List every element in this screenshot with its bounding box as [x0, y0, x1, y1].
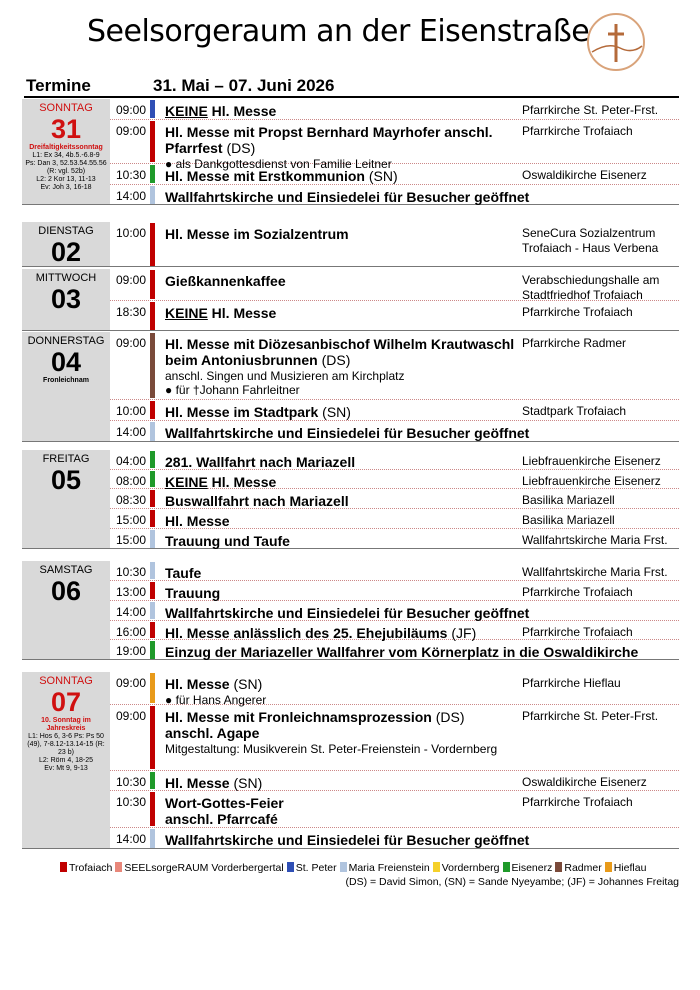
reading-line: Ev: Mt 9, 9-13	[44, 765, 88, 772]
day-name: DONNERSTAG	[27, 335, 105, 347]
day-column	[22, 672, 110, 848]
parish-color-bar	[150, 602, 155, 619]
event-row	[110, 640, 679, 660]
celebrant-code: (SN)	[229, 775, 263, 791]
event-title-text: Hl. Messe	[165, 676, 230, 692]
legend-label: Trofaiach	[69, 862, 113, 874]
event-title	[165, 709, 520, 741]
celebrant-code: (DS)	[431, 709, 465, 725]
legend-swatch	[60, 862, 67, 872]
event-title-text: Hl. Messe mit Erstkommunion	[165, 168, 365, 184]
event-location: Pfarrkirche Radmer	[522, 336, 627, 350]
event-title	[165, 124, 520, 156]
event-row	[110, 621, 679, 640]
event-title	[165, 474, 520, 490]
event-time: 10:30	[116, 565, 147, 579]
day-column	[22, 561, 110, 659]
event-location: Pfarrkirche Trofaiach	[522, 585, 633, 599]
parish-color-bar	[150, 829, 155, 848]
event-time: 10:30	[116, 775, 147, 789]
day-number: 31	[50, 114, 82, 144]
parish-color-bar	[150, 270, 155, 299]
celebrant-code: (JF)	[447, 625, 477, 641]
page-title: Seelsorgeraum an der Eisenstraße	[87, 14, 590, 49]
reading-line: L2: 2 Kor 13, 11-13	[36, 176, 96, 183]
parish-color-bar	[150, 706, 155, 769]
celebrant-code: (SN)	[229, 676, 263, 692]
day-number: 02	[50, 237, 82, 267]
day-number: 04	[50, 347, 82, 377]
legend-item	[340, 862, 430, 874]
day-name: MITTWOCH	[35, 272, 97, 284]
event-row	[110, 269, 679, 301]
legend-item	[555, 862, 601, 874]
parish-color-bar	[150, 401, 155, 419]
day-block	[22, 269, 679, 331]
event-row	[110, 489, 679, 509]
event-title	[165, 644, 665, 660]
day-name: SONNTAG	[39, 675, 93, 687]
event-time: 09:00	[116, 103, 147, 117]
event-note: anschl. Singen und Musizieren am Kirchplatz	[165, 369, 405, 383]
event-location: Stadtpark Trofaiach	[522, 404, 627, 418]
event-row	[110, 705, 679, 771]
event-time: 04:00	[116, 454, 147, 468]
event-note: Mitgestaltung: Musikverein St. Peter-Freienstein - Vordernberg	[165, 742, 498, 756]
event-time: 13:00	[116, 585, 147, 599]
parish-color-bar	[150, 223, 155, 266]
event-title	[165, 832, 665, 848]
schedule-header	[24, 76, 679, 98]
parish-color-bar	[150, 510, 155, 527]
event-time: 09:00	[116, 124, 147, 138]
event-time: 14:00	[116, 425, 147, 439]
day-number: 07	[50, 687, 82, 717]
event-title-line2: anschl. Agape	[165, 725, 260, 741]
day-block	[22, 332, 679, 442]
event-title	[165, 565, 520, 581]
celebrant-code: (DS)	[317, 352, 351, 368]
cancel-marker: KEINE	[165, 305, 208, 321]
event-title	[165, 168, 520, 184]
event-time: 14:00	[116, 189, 147, 203]
feast-name: Fronleichnam	[43, 377, 89, 384]
event-time: 09:00	[116, 336, 147, 350]
event-title	[165, 404, 520, 420]
event-time: 14:00	[116, 832, 147, 846]
day-number: 05	[50, 465, 82, 495]
header-label: Termine	[26, 76, 91, 95]
event-title-text: Hl. Messe mit Fronleichnamsprozession	[165, 709, 432, 725]
event-time: 09:00	[116, 676, 147, 690]
celebrant-code: (SN)	[318, 404, 351, 420]
event-row	[110, 450, 679, 470]
event-note: ● für †Johann Fahrleitner	[165, 383, 300, 397]
event-row	[110, 561, 679, 581]
cross-logo-icon	[586, 12, 646, 72]
legend-swatch	[115, 862, 122, 872]
event-location: Pfarrkirche Trofaiach	[522, 305, 633, 319]
event-location: Pfarrkirche Hieflau	[522, 676, 621, 690]
event-row	[110, 99, 679, 120]
legend-item	[503, 862, 553, 874]
event-time: 16:00	[116, 625, 147, 639]
event-title-text: Buswallfahrt nach Mariazell	[165, 493, 349, 509]
event-title-text: Wallfahrtskirche und Einsiedelei für Besucher geöffnet	[165, 425, 530, 441]
event-row	[110, 509, 679, 529]
celebrant-code: (SN)	[364, 168, 398, 184]
event-title	[165, 336, 520, 368]
celebrant-code: (DS)	[222, 140, 256, 156]
event-location: Wallfahrtskirche Maria Frst.	[522, 565, 668, 579]
event-location: Oswaldikirche Eisenerz	[522, 775, 647, 789]
reading-line: Ps: Dan 3, 52.53.54.55.56 (R: vgl. 52b)	[25, 160, 107, 175]
day-name: FREITAG	[42, 453, 90, 465]
event-location: Pfarrkirche St. Peter-Frst.	[522, 709, 659, 723]
event-title	[165, 103, 520, 119]
event-title-text: Hl. Messe im Sozialzentrum	[165, 226, 349, 242]
legend-label: Maria Freienstein	[348, 862, 430, 874]
event-row	[110, 164, 679, 185]
event-time: 15:00	[116, 513, 147, 527]
event-location: Verabschiedungshalle am Stadtfriedhof Trofaiach	[522, 273, 660, 302]
event-row	[110, 529, 679, 549]
event-row	[110, 828, 679, 849]
event-title-text: Trauung und Taufe	[165, 533, 290, 549]
event-row	[110, 771, 679, 791]
event-title	[165, 454, 520, 470]
day-column	[22, 332, 110, 441]
legend-label: Hieflau	[613, 862, 647, 874]
day-block	[22, 99, 679, 205]
event-time: 19:00	[116, 644, 147, 658]
event-title	[165, 676, 520, 692]
event-row	[110, 400, 679, 421]
parish-color-bar	[150, 792, 155, 826]
event-time: 08:00	[116, 474, 147, 488]
parish-color-bar	[150, 673, 155, 703]
day-column	[22, 222, 110, 266]
legend-label: Vordernberg	[441, 862, 500, 874]
event-row	[110, 470, 679, 489]
parish-color-bar	[150, 121, 155, 162]
event-title-text: Einzug der Mariazeller Wallfahrer vom Körnerplatz in die Oswaldikirche	[165, 644, 639, 660]
event-time: 14:00	[116, 605, 147, 619]
event-time: 10:30	[116, 168, 147, 182]
event-row	[110, 332, 679, 400]
reading-line: L1: Hos 6, 3-6 Ps: Ps 50 (49), 7-8.12-13.14-15 (R: 23 b)	[27, 733, 105, 756]
event-title-text: Wort-Gottes-Feier	[165, 795, 284, 811]
event-location: Liebfrauenkirche Eisenerz	[522, 454, 661, 468]
event-row	[110, 120, 679, 171]
event-time: 10:00	[116, 404, 147, 418]
event-row	[110, 185, 679, 205]
day-column	[22, 269, 110, 330]
legend-swatch	[287, 862, 294, 872]
event-location: Basilika Mariazell	[522, 493, 615, 507]
event-title-line2: anschl. Pfarrcafé	[165, 811, 278, 827]
parish-color-bar	[150, 530, 155, 548]
day-block	[22, 450, 679, 549]
event-time: 09:00	[116, 709, 147, 723]
event-title-text: Hl. Messe anlässlich des 25. Ehejubiläums	[165, 625, 448, 641]
event-title-text: Taufe	[165, 565, 202, 581]
legend-swatch	[605, 862, 612, 872]
event-title	[165, 273, 520, 289]
legend-label: SEELsorgeRAUM Vorderbergertal	[124, 862, 284, 874]
event-time: 09:00	[116, 273, 147, 287]
cancel-marker: KEINE	[165, 103, 208, 119]
parish-color-bar	[150, 772, 155, 789]
day-name: DIENSTAG	[38, 225, 94, 237]
event-title	[165, 189, 665, 205]
day-column	[22, 450, 110, 548]
legend-item	[433, 862, 500, 874]
event-note: ● für Hans Angerer	[165, 693, 267, 707]
event-title-text: 281. Wallfahrt nach Mariazell	[165, 454, 356, 470]
event-title-text: Gießkannenkaffee	[165, 273, 286, 289]
parish-color-bar	[150, 100, 155, 118]
event-title-text: Trauung	[165, 585, 221, 601]
event-title	[165, 425, 665, 441]
parish-color-bar	[150, 422, 155, 441]
legend-item	[605, 862, 647, 874]
day-name: SONNTAG	[39, 102, 93, 114]
parish-color-bar	[150, 490, 155, 507]
event-location: Pfarrkirche Trofaiach	[522, 124, 633, 138]
feast-name: 10. Sonntag im Jahreskreis	[41, 717, 91, 732]
event-location: Basilika Mariazell	[522, 513, 615, 527]
event-row	[110, 601, 679, 621]
legend-item	[115, 862, 283, 874]
legend-swatch	[555, 862, 562, 872]
event-title-text: Hl. Messe	[165, 513, 230, 529]
event-title	[165, 513, 520, 529]
event-row	[110, 672, 679, 705]
feast-name: Dreifaltigkeitssonntag	[29, 144, 103, 151]
abbreviations: (DS) = David Simon, (SN) = Sande Nyeyambe; (JF) = Johannes Freitag	[345, 876, 679, 888]
legend-item	[287, 862, 337, 874]
event-location: Wallfahrtskirche Maria Frst.	[522, 533, 668, 547]
event-note: ● als Dankgottesdienst von Familie Leitner	[165, 157, 392, 171]
event-title-text: Wallfahrtskirche und Einsiedelei für Besucher geöffnet	[165, 832, 530, 848]
parish-color-bar	[150, 302, 155, 330]
parish-color-bar	[150, 186, 155, 204]
reading-line: L1: Ex 34, 4b.5.-6.8-9	[32, 152, 100, 159]
event-location: Pfarrkirche St. Peter-Frst.	[522, 103, 659, 117]
parish-color-bar	[150, 641, 155, 659]
event-location: Oswaldikirche Eisenerz	[522, 168, 647, 182]
day-block	[22, 222, 679, 267]
event-row	[110, 222, 679, 267]
parish-color-bar	[150, 622, 155, 638]
event-title	[165, 585, 520, 601]
day-block	[22, 561, 679, 660]
parish-color-bar	[150, 333, 155, 398]
reading-line: Ev: Joh 3, 16-18	[40, 184, 92, 191]
event-title	[165, 795, 520, 827]
legend	[60, 862, 680, 874]
day-number: 06	[50, 576, 82, 606]
parish-color-bar	[150, 582, 155, 599]
event-location: Pfarrkirche Trofaiach	[522, 625, 633, 639]
event-time: 08:30	[116, 493, 147, 507]
legend-item	[60, 862, 112, 874]
event-title	[165, 775, 520, 791]
event-location: Pfarrkirche Trofaiach	[522, 795, 633, 809]
cancel-marker: KEINE	[165, 474, 208, 490]
legend-swatch	[340, 862, 347, 872]
event-time: 10:00	[116, 226, 147, 240]
reading-line: L2: Röm 4, 18-25	[38, 757, 94, 764]
day-name: SAMSTAG	[39, 564, 93, 576]
event-row	[110, 791, 679, 828]
legend-swatch	[503, 862, 510, 872]
event-title-text: Hl. Messe	[207, 474, 277, 490]
parish-color-bar	[150, 451, 155, 468]
event-time: 18:30	[116, 305, 147, 319]
day-column	[22, 99, 110, 204]
event-location: SeneCura Sozialzentrum Trofaiach - Haus Verbena	[522, 226, 659, 255]
event-title	[165, 533, 520, 549]
event-title-text: Hl. Messe mit Diözesanbischof Wilhelm Krautwaschl beim Antoniusbrunnen	[165, 336, 515, 368]
event-title-text: Hl. Messe im Stadtpark	[165, 404, 319, 420]
event-row	[110, 301, 679, 331]
event-title-text: Hl. Messe	[165, 775, 230, 791]
event-title	[165, 625, 520, 641]
legend-label: Radmer	[564, 862, 602, 874]
day-block	[22, 672, 679, 849]
legend-swatch	[433, 862, 440, 872]
event-title-text: Hl. Messe mit Propst Bernhard Mayrhofer anschl. Pfarrfest	[165, 124, 493, 156]
event-title-text: Wallfahrtskirche und Einsiedelei für Besucher geöffnet	[165, 605, 530, 621]
parish-color-bar	[150, 471, 155, 487]
event-title-text: Wallfahrtskirche und Einsiedelei für Besucher geöffnet	[165, 189, 530, 205]
legend-label: St. Peter	[295, 862, 337, 874]
legend-label: Eisenerz	[511, 862, 553, 874]
event-title	[165, 605, 665, 621]
event-row	[110, 421, 679, 442]
event-title-text: Hl. Messe	[207, 305, 277, 321]
event-title	[165, 226, 520, 242]
day-number: 03	[50, 284, 82, 314]
date-range: 31. Mai – 07. Juni 2026	[153, 76, 335, 95]
event-row	[110, 581, 679, 601]
event-time: 15:00	[116, 533, 147, 547]
event-title	[165, 493, 520, 509]
event-time: 10:30	[116, 795, 147, 809]
event-title-text: Hl. Messe	[207, 103, 277, 119]
event-location: Liebfrauenkirche Eisenerz	[522, 474, 661, 488]
event-title	[165, 305, 520, 321]
parish-color-bar	[150, 165, 155, 183]
parish-color-bar	[150, 562, 155, 579]
